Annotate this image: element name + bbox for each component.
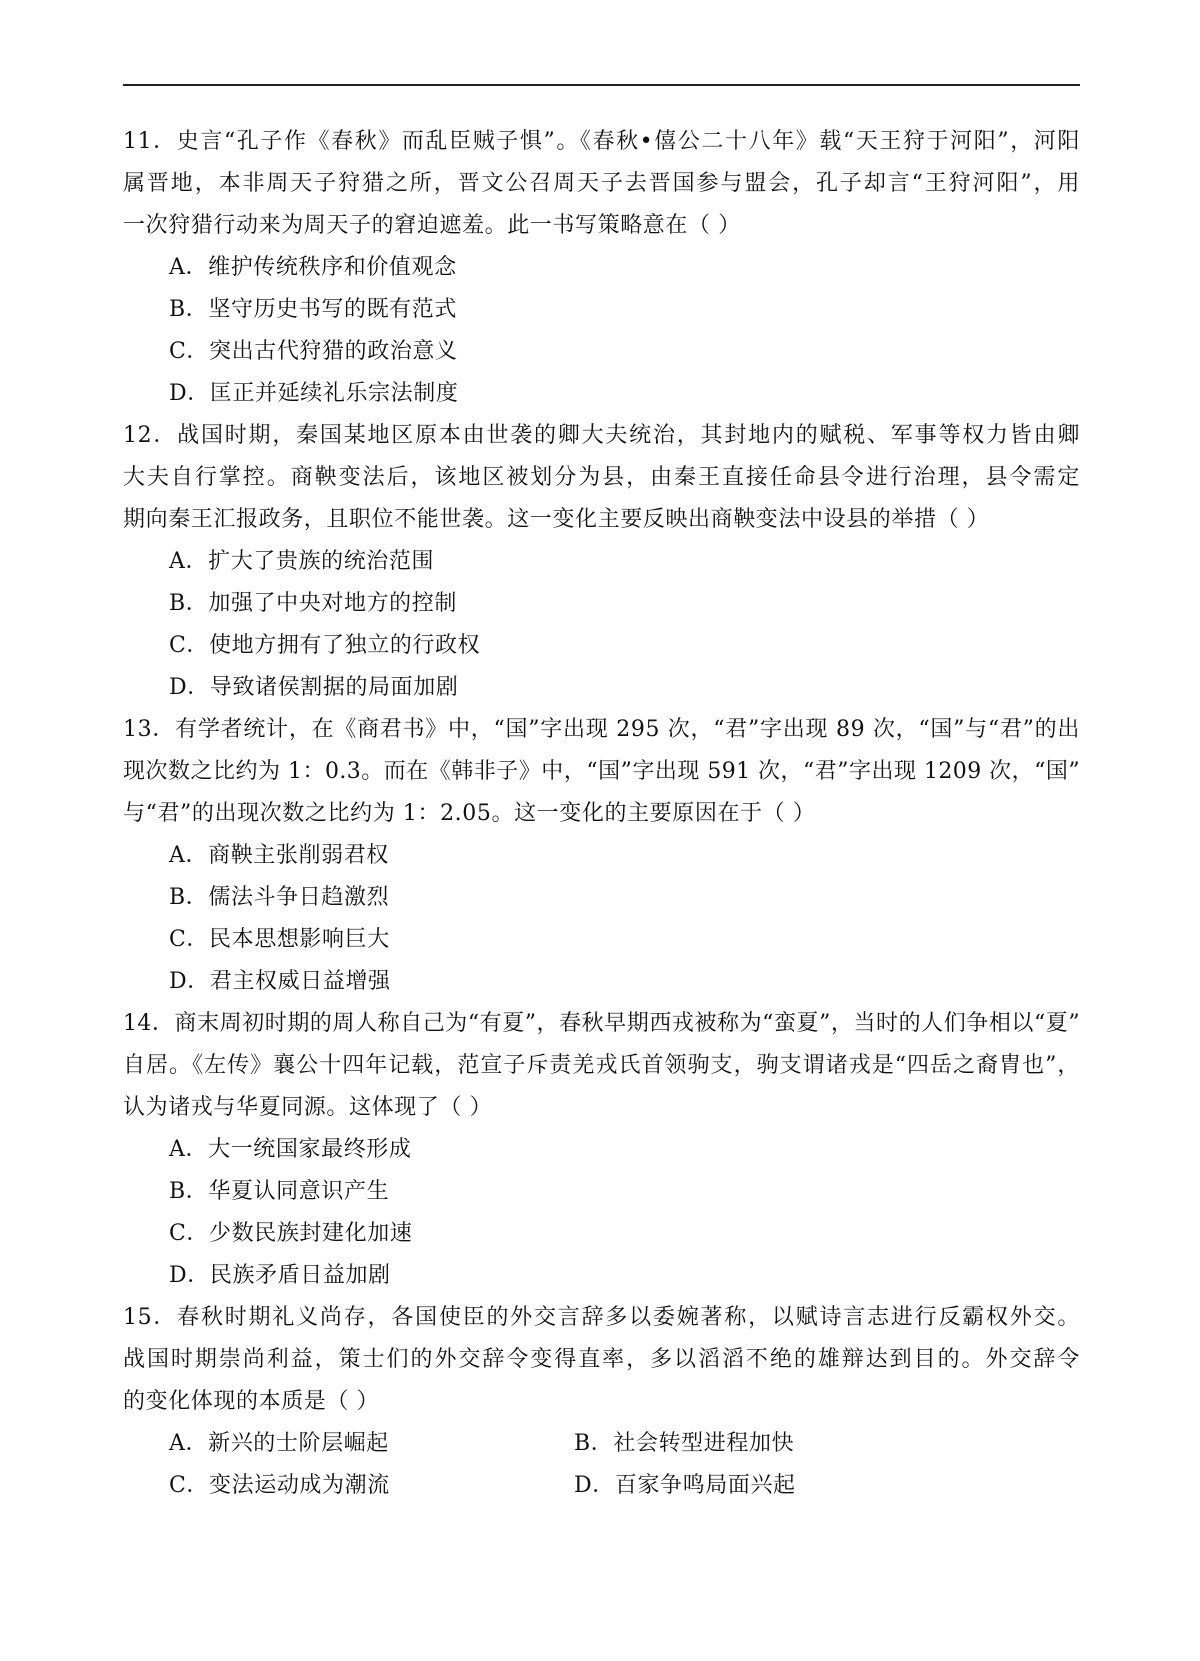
question-14-option-b: B．华夏认同意识产生 — [169, 1179, 390, 1204]
question-12-stem-line-3: 期向秦王汇报政务，且职位不能世袭。这一变化主要反映出商鞅变法中设县的举措（ ） — [123, 507, 990, 532]
question-11-stem-line-2: 属晋地，本非周天子狩猎之所，晋文公召周天子去晋国参与盟会，孔子却言“王狩河阳”，用 — [123, 171, 1080, 196]
question-11-stem-line-3: 一次狩猎行动来为周天子的窘迫遮羞。此一书写策略意在（ ） — [123, 213, 741, 238]
question-15-option-b: B．社会转型进程加快 — [574, 1431, 795, 1456]
question-14-stem-line-1: 14．商末周初时期的周人称自己为“有夏”，春秋早期西戎被称为“蛮夏”，当时的人们争相以“夏” — [123, 1011, 1080, 1036]
question-14-stem-line-3: 认为诸戎与华夏同源。这体现了（ ） — [123, 1095, 493, 1120]
question-14-stem-line-2: 自居。《左传》襄公十四年记载，范宣子斥责羌戎氏首领驹支，驹支谓诸戎是“四岳之裔胄也”， — [123, 1053, 1080, 1078]
question-15-option-d: D．百家争鸣局面兴起 — [574, 1473, 796, 1498]
question-15-option-a: A．新兴的士阶层崛起 — [169, 1431, 389, 1456]
question-12-option-b: B．加强了中央对地方的控制 — [169, 591, 457, 616]
question-12 — [123, 415, 1080, 709]
question-14 — [123, 1003, 1080, 1297]
question-14-option-d: D．民族矛盾日益加剧 — [169, 1263, 391, 1288]
question-15-stem-line-1: 15．春秋时期礼义尚存，各国使臣的外交言辞多以委婉著称，以赋诗言志进行反霸权外交。 — [123, 1305, 1080, 1330]
question-15-option-row-2 — [123, 1465, 1080, 1507]
question-13-option-a: A．商鞅主张削弱君权 — [169, 843, 389, 868]
question-11-option-c: C．突出古代狩猎的政治意义 — [169, 339, 458, 364]
header-rule — [123, 84, 1080, 86]
question-15-option-row-1 — [123, 1423, 1080, 1465]
question-11-stem-line-1: 11．史言“孔子作《春秋》而乱臣贼子惧”。《春秋•僖公二十八年》载“天王狩于河阳”，河阳 — [123, 129, 1080, 154]
question-12-option-c: C．使地方拥有了独立的行政权 — [169, 633, 481, 658]
question-15 — [123, 1297, 1080, 1507]
question-15-option-c: C．变法运动成为潮流 — [169, 1473, 390, 1498]
question-11-option-a: A．维护传统秩序和价值观念 — [169, 255, 457, 280]
question-11-option-b: B．坚守历史书写的既有范式 — [169, 297, 457, 322]
question-15-stem-line-3: 的变化体现的本质是（ ） — [123, 1389, 380, 1414]
question-14-option-a: A．大一统国家最终形成 — [169, 1137, 412, 1162]
question-15-stem-line-2: 战国时期崇尚利益，策士们的外交辞令变得直率，多以滔滔不绝的雄辩达到目的。外交辞令 — [123, 1347, 1080, 1372]
question-13-stem-line-3: 与“君”的出现次数之比约为 1：2.05。这一变化的主要原因在于（ ） — [123, 801, 816, 826]
question-13-stem-line-1: 13．有学者统计，在《商君书》中，“国”字出现 295 次，“君”字出现 89 次，“国”与“君”的出 — [123, 717, 1080, 742]
question-13-stem-line-2: 现次数之比约为 1：0.3。而在《韩非子》中，“国”字出现 591 次，“君”字出现 1209 次，“国” — [123, 759, 1080, 784]
question-list — [123, 121, 1080, 1507]
question-14-option-c: C．少数民族封建化加速 — [169, 1221, 413, 1246]
question-11-option-d: D．匡正并延续礼乐宗法制度 — [169, 381, 459, 406]
question-13-option-c: C．民本思想影响巨大 — [169, 927, 390, 952]
question-12-stem-line-1: 12．战国时期，秦国某地区原本由世袭的卿大夫统治，其封地内的赋税、军事等权力皆由卿 — [123, 423, 1080, 448]
question-12-option-d: D．导致诸侯割据的局面加剧 — [169, 675, 459, 700]
question-11 — [123, 121, 1080, 415]
question-12-option-a: A．扩大了贵族的统治范围 — [169, 549, 435, 574]
question-13-option-d: D．君主权威日益增强 — [169, 969, 391, 994]
question-13-option-b: B．儒法斗争日趋激烈 — [169, 885, 390, 910]
question-12-stem-line-2: 大夫自行掌控。商鞅变法后，该地区被划分为县，由秦王直接任命县令进行治理，县令需定 — [123, 465, 1080, 490]
question-13 — [123, 709, 1080, 1003]
